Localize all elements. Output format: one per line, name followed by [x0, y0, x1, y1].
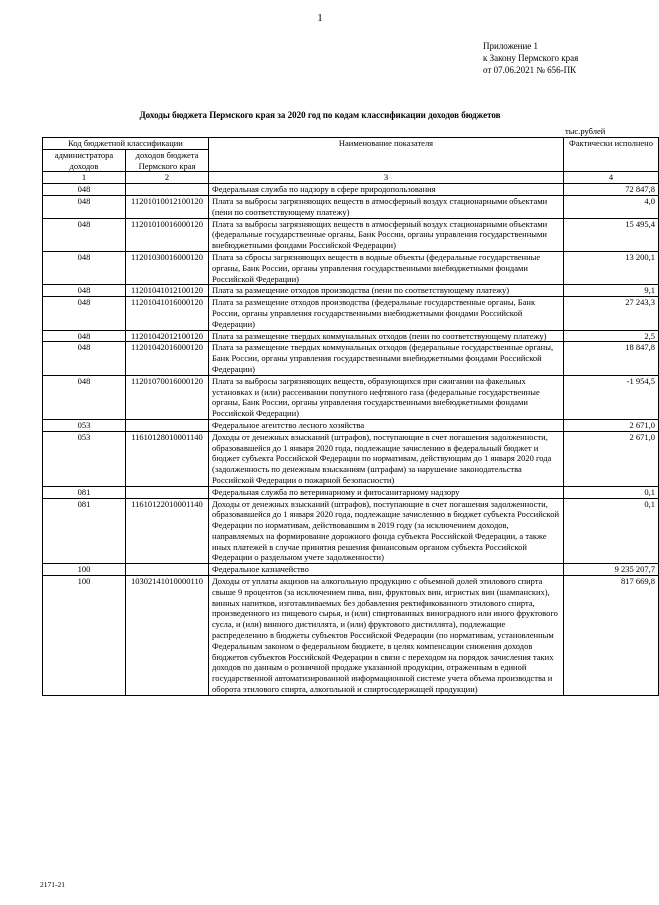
table-row: [43, 330, 659, 342]
table-row: [43, 375, 659, 419]
executed-value-cell: 817 669,8: [564, 576, 659, 696]
indicator-name-cell: Плата за выбросы загрязняющих веществ в атмосферный воздух стационарными объектами (федеральные государственные органы, Банк России, органы управления государственными внебюджетными фондами Российской Федерации): [209, 218, 564, 251]
admin-code-cell: 048: [43, 218, 126, 251]
column-number: 2: [126, 172, 209, 184]
indicator-name-cell: Доходы от денежных взысканий (штрафов), поступающие в счет погашения задолженности, образовавшейся до 1 января 2020 года, подлежащие зачислению в бюджет субъекта Российской Федерации по нормативам, действовавшим в 2019 году (за исключением доходов, направляемых на формирование дорожного фонда субъекта Российской Федерации, а также иных платежей в случае принятия решения финансовым органом субъекта Российской Федерации о раздельном учете задолженности): [209, 498, 564, 564]
header-admin: администратора доходов: [43, 149, 126, 172]
column-number: 4: [564, 172, 659, 184]
executed-value-cell: 2,5: [564, 330, 659, 342]
table-row: [43, 342, 659, 375]
income-code-cell: 11201010012100120: [126, 195, 209, 218]
income-code-cell: [126, 184, 209, 196]
income-code-cell: 11610128010001140: [126, 431, 209, 486]
header-income-code: доходов бюджета Пермского края: [126, 149, 209, 172]
indicator-name-cell: Плата за выбросы загрязняющих веществ, образующихся при сжигании на факельных установках и (или) рассеивании попутного нефтяного газа (федеральные государственные органы, Банк России, органы управления государственными внебюджетными фондами Российской Федерации): [209, 375, 564, 419]
table-row: [43, 195, 659, 218]
executed-value-cell: 27 243,3: [564, 297, 659, 330]
admin-code-cell: 053: [43, 419, 126, 431]
income-code-cell: 10302141010000110: [126, 576, 209, 696]
income-code-cell: 11201030016000120: [126, 251, 209, 284]
indicator-name-cell: Плата за выбросы загрязняющих веществ в атмосферный воздух стационарными объектами (пени по соответствующему платежу): [209, 195, 564, 218]
column-number: 1: [43, 172, 126, 184]
header-name: Наименование показателя: [209, 138, 564, 172]
income-code-cell: 11610122010001140: [126, 498, 209, 564]
executed-value-cell: 9 235 207,7: [564, 564, 659, 576]
indicator-name-cell: Плата за размещение отходов производства (пени по соответствующему платежу): [209, 285, 564, 297]
executed-value-cell: 18 847,8: [564, 342, 659, 375]
table-row: [43, 218, 659, 251]
indicator-name-cell: Плата за сбросы загрязняющих веществ в водные объекты (федеральные государственные органы, Банк России, органы управления государственными внебюджетными фондами Российской Федерации): [209, 251, 564, 284]
executed-value-cell: 0,1: [564, 486, 659, 498]
admin-code-cell: 053: [43, 431, 126, 486]
income-code-cell: 11201010016000120: [126, 218, 209, 251]
table-row: [43, 297, 659, 330]
column-number: 3: [209, 172, 564, 184]
income-code-cell: 11201041016000120: [126, 297, 209, 330]
appendix-note: [483, 40, 578, 76]
admin-code-cell: 048: [43, 330, 126, 342]
header-value: Фактически исполнено: [564, 138, 659, 172]
indicator-name-cell: Федеральная служба по надзору в сфере природопользования: [209, 184, 564, 196]
admin-code-cell: 048: [43, 375, 126, 419]
executed-value-cell: 9,1: [564, 285, 659, 297]
table-row: [43, 576, 659, 696]
indicator-name-cell: Плата за размещение твердых коммунальных отходов (федеральные государственные органы, Банк России, органы управления государственными внебюджетными фондами Российской Федерации): [209, 342, 564, 375]
indicator-name-cell: Федеральное агентство лесного хозяйства: [209, 419, 564, 431]
admin-code-cell: 100: [43, 576, 126, 696]
table-row: [43, 564, 659, 576]
admin-code-cell: 048: [43, 184, 126, 196]
appendix-line-2: к Закону Пермского края: [483, 53, 579, 63]
admin-code-cell: 048: [43, 195, 126, 218]
executed-value-cell: 4,0: [564, 195, 659, 218]
executed-value-cell: -1 954,5: [564, 375, 659, 419]
page-number: 1: [317, 12, 323, 24]
table-row: [43, 486, 659, 498]
indicator-name-cell: Доходы от денежных взысканий (штрафов), поступающие в счет погашения задолженности, образовавшейся до 1 января 2020 года, подлежащие зачислению в федеральный бюджет и бюджет субъекта Российской Федерации по нормативам, действующим до 1 января 2020 года (задолженность по денежным взысканиям (штрафам) за нарушение законодательства Российской Федерации о пожарной безопасности): [209, 431, 564, 486]
document-title: Доходы бюджета Пермского края за 2020 год по кодам классификации доходов бюджетов: [139, 110, 501, 120]
admin-code-cell: 048: [43, 342, 126, 375]
admin-code-cell: 048: [43, 251, 126, 284]
footer-code: 2171-21: [40, 880, 65, 889]
admin-code-cell: 048: [43, 297, 126, 330]
executed-value-cell: 0,1: [564, 498, 659, 564]
indicator-name-cell: Доходы от уплаты акцизов на алкогольную продукцию с объемной долей этилового спирта свыше 9 процентов (за исключением пива, вин, фруктовых вин, игристых вин (шампанских), винных напитков, изготавливаемых без добавления ректификованного этилового спирта, произведенного из пищевого сырья, и (или) спиртованных виноградного или иного фруктового сусла, и (или) винного дистиллята, и (или) фруктового дистиллята), подлежащие распределению в бюджеты субъектов Российской Федерации (по нормативам, установленным Федеральным законом о федеральном бюджете, в целях компенсации снижения доходов бюджетов субъектов Российской Федерации в связи с переходом на порядок зачисления таких доходов по данным о розничной продаже указанной продукции, отраженным в единой государственной автоматизированной информационной системе учета объема производства и оборота этилового спирта, алкогольной и спиртосодержащей продукции): [209, 576, 564, 696]
table-row: [43, 498, 659, 564]
income-code-cell: 11201041012100120: [126, 285, 209, 297]
income-code-cell: 11201042016000120: [126, 342, 209, 375]
table-row: [43, 184, 659, 196]
executed-value-cell: 2 671,0: [564, 419, 659, 431]
executed-value-cell: 2 671,0: [564, 431, 659, 486]
income-code-cell: [126, 486, 209, 498]
appendix-line-3: от 07.06.2021 № 656-ПК: [483, 65, 577, 75]
indicator-name-cell: Плата за размещение отходов производства (федеральные государственные органы, Банк России, органы управления государственными внебюджетными фондами Российской Федерации): [209, 297, 564, 330]
appendix-line-1: Приложение 1: [483, 41, 539, 51]
table-row: [43, 251, 659, 284]
executed-value-cell: 13 200,1: [564, 251, 659, 284]
indicator-name-cell: Плата за размещение твердых коммунальных отходов (пени по соответствующему платежу): [209, 330, 564, 342]
admin-code-cell: 081: [43, 498, 126, 564]
income-table: [42, 137, 659, 696]
header-code-group: Код бюджетной классификации: [43, 138, 209, 150]
table-row: [43, 419, 659, 431]
income-code-cell: 11201042012100120: [126, 330, 209, 342]
table-row: [43, 431, 659, 486]
units-label: тыс.рублей: [565, 126, 606, 136]
income-code-cell: 11201070016000120: [126, 375, 209, 419]
admin-code-cell: 048: [43, 285, 126, 297]
table-row: [43, 285, 659, 297]
executed-value-cell: 72 847,8: [564, 184, 659, 196]
income-code-cell: [126, 419, 209, 431]
admin-code-cell: 100: [43, 564, 126, 576]
executed-value-cell: 15 495,4: [564, 218, 659, 251]
income-code-cell: [126, 564, 209, 576]
indicator-name-cell: Федеральная служба по ветеринарному и фитосанитарному надзору: [209, 486, 564, 498]
indicator-name-cell: Федеральное казначейство: [209, 564, 564, 576]
admin-code-cell: 081: [43, 486, 126, 498]
column-numbers-row: [43, 172, 659, 184]
